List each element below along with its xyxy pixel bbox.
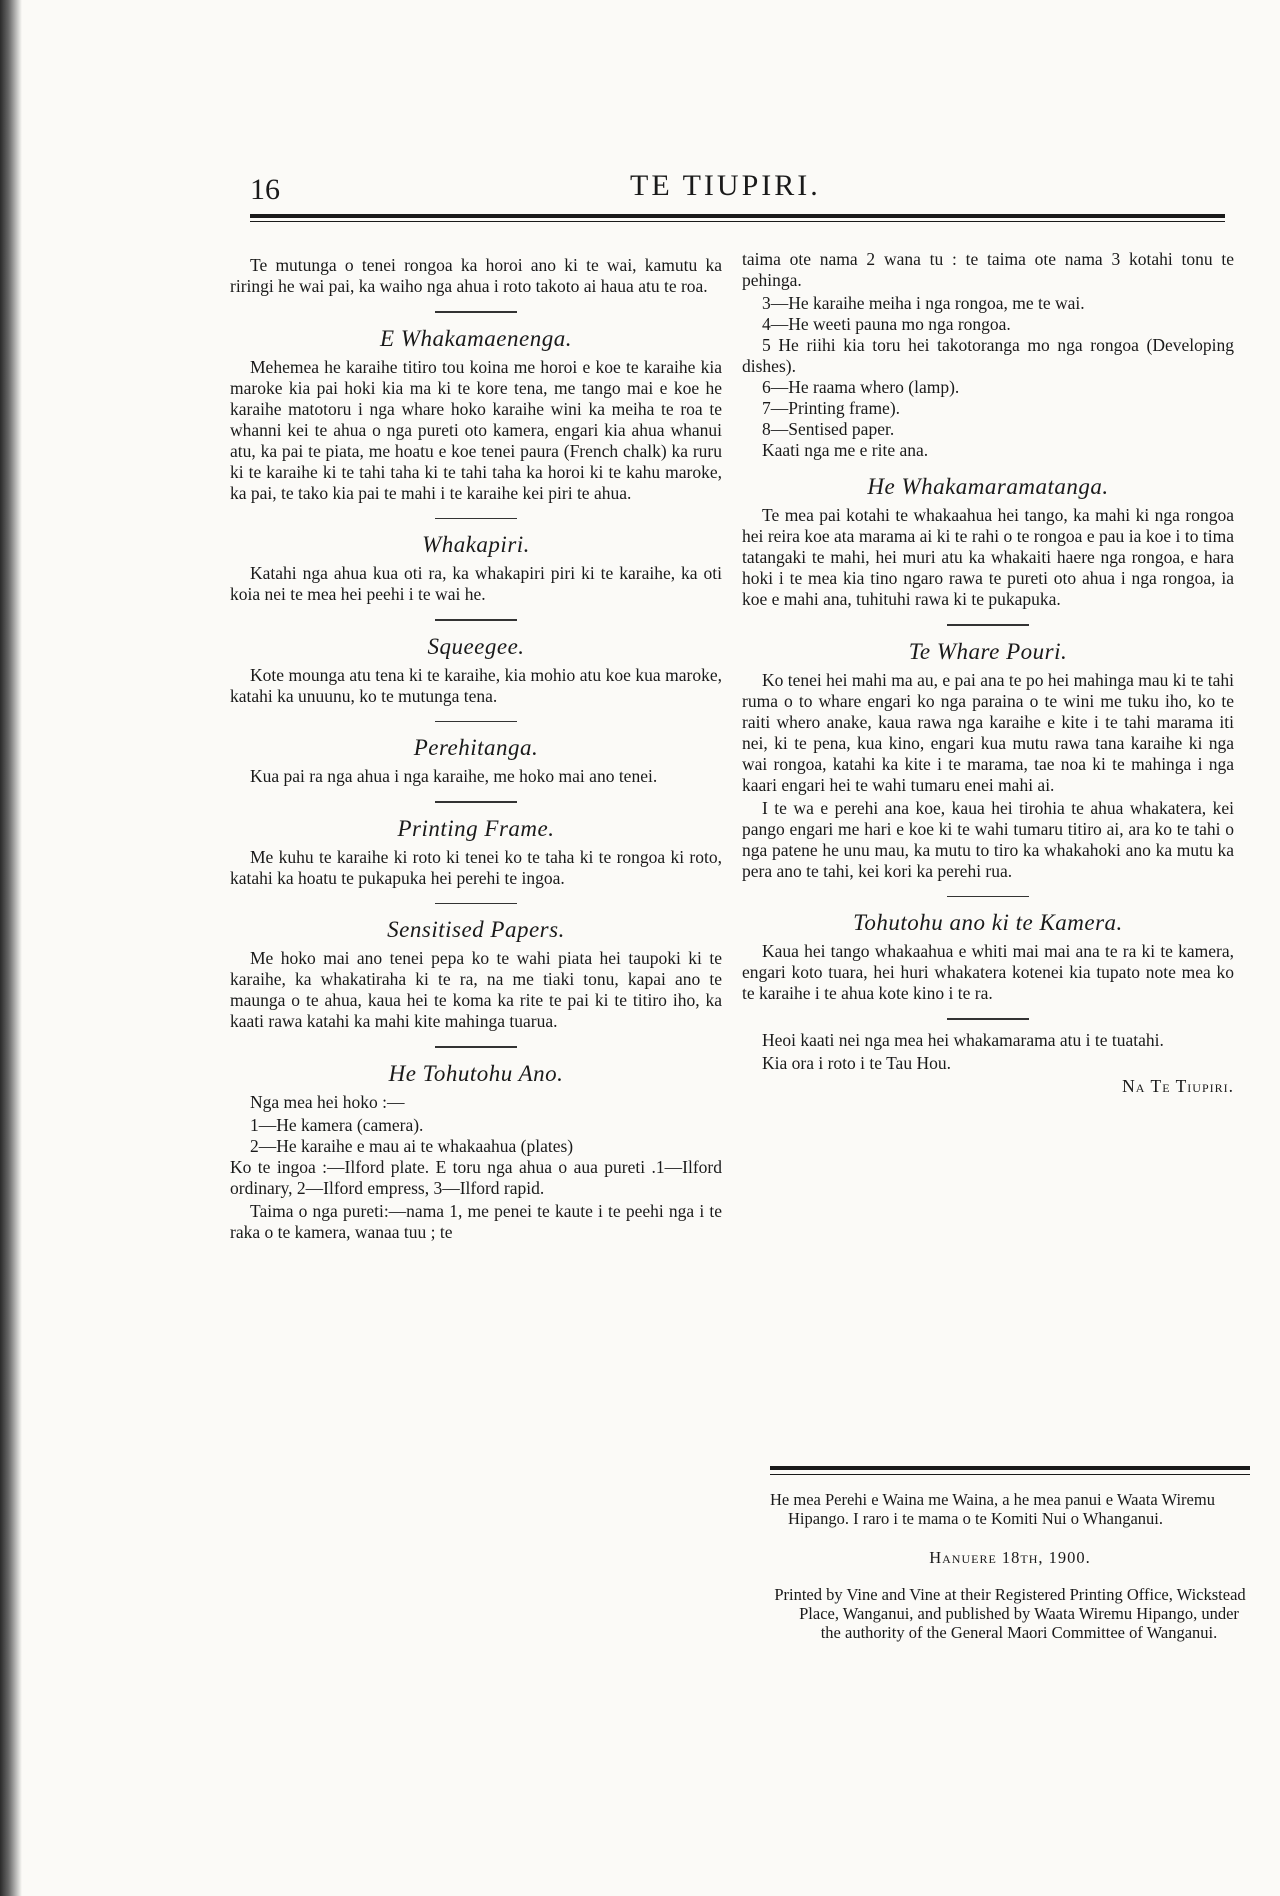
plate-types-paragraph: Ko te ingoa :—Ilford plate. E toru nga ahua o aua pureti .1—Ilford ordinary, 2—Ilford empress, 3—Ilford rapid. xyxy=(230,1156,722,1198)
section-body-whakapiri: Katahi nga ahua kua oti ra, ka whakapiri piri ki te karaihe, ka oti koia nei te mea hei peehi i te wai he. xyxy=(230,563,722,604)
section-title-printing-frame: Printing Frame. xyxy=(397,815,555,841)
imprint-block xyxy=(770,1490,1250,1642)
header-rule-thick xyxy=(250,214,1225,218)
list-closing: Kaati nga me e rite ana. xyxy=(762,440,929,460)
section-title-squeegee: Squeegee. xyxy=(427,633,525,659)
new-year-greeting: Kia ora i roto i te Tau Hou. xyxy=(762,1052,951,1073)
section-divider xyxy=(435,518,517,520)
list-item: 1—He kamera (camera). xyxy=(250,1114,424,1135)
section-body-whare-pouri-2: I te wa e perehi ana koe, kaua hei tirohia te ahua whakatera, kei pango engari me hari e koe ki te wahi tumaru titiro ai, ara ko te tahi o nga patene he unu mau, ka mutu to tiro ka whakahoki ano ka mutu ka pera ano te tahi, kei kori ka perehi rua. xyxy=(742,797,1234,881)
section-divider xyxy=(947,896,1029,898)
printer-imprint: Printed by Vine and Vine at their Registered Printing Office, Wickstead Place, Wanganui, and published by Waata Wiremu Hipango, under the authority of the General Maori Committee of Wanganui. xyxy=(774,1585,1246,1642)
continued-paragraph: taima ote nama 2 wana tu : te taima ote nama 3 kotahi tonu te pehinga. xyxy=(742,249,1234,290)
issue-date: Hanuere 18th, 1900. xyxy=(929,1548,1091,1567)
section-body-whakamaenenga: Mehemea he karaihe titiro tou koina me horoi e koe te karaihe kia maroke kia pai hoki kia ma ki te kore tena, me tango mai e koe he karaihe matotoru i nga whare hoko karaihe wini ka meiha te roa te whanni kei te ahua o nga pureti oto kamera, engari kia ahua whanui atu, ka pai te piata, me hoatu e koe tenei paura (French chalk) ka ruru ki te karaihe ki te tahi taha ki te tahi taha ka horoi ki te kahu maroke, ka pai, te tako kia pai te mahi i te karaihe kei piri te ahua. xyxy=(230,356,722,503)
section-divider xyxy=(435,311,517,313)
section-body-sensitised-papers: Me hoko mai ano tenei pepa ko te wahi piata hei taupoki ki te karaihe, ka whakatiraha ki te ra, na me tiaki tonu, kapai ano te maunga o te ahua, kaua hei te koma ka rite te pai ki te titiro iho, ka kaati rawa katahi ka mahi kite mahinga tuarua. xyxy=(230,948,722,1031)
section-divider xyxy=(435,721,517,723)
section-divider xyxy=(947,1018,1029,1020)
footer-rule-thick xyxy=(770,1466,1250,1470)
scan-edge-shadow xyxy=(0,0,22,1896)
closing-paragraph: Heoi kaati nei nga mea hei whakamarama atu i te tuatahi. xyxy=(762,1029,1164,1050)
list-item: 5 He riihi kia toru hei takotoranga mo nga rongoa (Developing dishes). xyxy=(742,335,1234,376)
page-header xyxy=(250,165,1225,205)
right-column xyxy=(742,249,1234,1099)
newspaper-title: TE TIUPIRI. xyxy=(630,169,821,202)
section-divider xyxy=(435,903,517,905)
section-divider xyxy=(947,624,1029,626)
section-divider xyxy=(435,619,517,621)
list-lead: Nga mea hei hoko :— xyxy=(250,1091,405,1112)
publisher-notice: He mea Perehi e Waina me Waina, a he mea panui e Waata Wiremu Hipango. I raro i te mama o te Komiti Nui o Whanganui. xyxy=(770,1490,1215,1528)
list-item: 4—He weeti pauna mo nga rongoa. xyxy=(762,314,1011,334)
section-body-perehitanga: Kua pai ra nga ahua i nga karaihe, me hoko mai ano tenei. xyxy=(250,766,658,786)
section-body-kamera: Kaua hei tango whakaahua e whiti mai mai ana te ra ki te kamera, engari koto tuara, hei huri whakatera kotenei kia tupato note mea ko te karaihe i te ahua kote kino i te ra. xyxy=(742,941,1234,1003)
section-title-whare-pouri: Te Whare Pouri. xyxy=(908,638,1068,664)
list-item: 8—Sentised paper. xyxy=(762,419,895,439)
section-body-squeegee: Kote mounga atu tena ki te karaihe, kia mohio atu koe kua maroke, katahi ka unuunu, ko te mutunga tena. xyxy=(230,664,722,706)
plate-timing-paragraph: Taima o nga pureti:—nama 1, me penei te kaute i te peehi nga i te raka o te kamera, wanaa tuu ; te xyxy=(230,1200,722,1242)
list-item: 2—He karaihe e mau ai te whakaahua (plates) xyxy=(250,1135,574,1156)
section-title-whakamaenenga: E Whakamaenenga. xyxy=(380,325,572,351)
signature: Na Te Tiupiri. xyxy=(1122,1075,1234,1096)
section-body-whakamaramatanga: Te mea pai kotahi te whakaahua hei tango, ka mahi ki nga rongoa hei reira koe ata marama ai ki te rahi o te rongoa e pau ia koe i to tima tatangaki te mahi, hei muri atu ka whakaiti haere nga rongoa, e hara hoki i te mea kia tino ngaro rawa te pureti oto ahua i nga rongoa, ia koe e mahi ana, tuhituhi rawa ki te pukapuka. xyxy=(742,505,1234,609)
section-title-perehitanga: Perehitanga. xyxy=(413,735,539,760)
section-title-kamera: Tohutohu ano ki te Kamera. xyxy=(853,910,1123,935)
section-title-whakamaramatanga: He Whakamaramatanga. xyxy=(867,474,1109,499)
header-rule-thin xyxy=(250,221,1225,222)
list-item: 7—Printing frame). xyxy=(762,398,901,418)
list-item: 6—He raama whero (lamp). xyxy=(762,377,960,397)
section-title-sensitised-papers: Sensitised Papers. xyxy=(387,917,565,942)
section-divider xyxy=(435,1046,517,1048)
footer-rule-thin xyxy=(770,1474,1250,1475)
left-column xyxy=(230,255,722,1245)
section-title-tohutohu-ano: He Tohutohu Ano. xyxy=(388,1060,564,1086)
section-title-whakapiri: Whakapiri. xyxy=(422,532,530,557)
section-divider xyxy=(435,801,517,803)
section-body-whare-pouri-1: Ko tenei hei mahi ma au, e pai ana te po hei mahinga mau ki te tahi ruma o to whare engari ko nga paraina o te wini me tuku iho, ko te raiti whero anake, kaua rawa nga karaihe e kite i te tahi marama iti nei, ki te pena, kua kino, engari kua mutu rawa tana karaihe ki nga wai rongoa, katahi ka kite i te marama, tae noa ki te mahinga i nga kaari engari hei te wahi tumaru enei mahi ai. xyxy=(742,669,1234,795)
intro-paragraph: Te mutunga o tenei rongoa ka horoi ano ki te wai, kamutu ka riringi he wai pai, ka waiho nga ahua i roto takoto ai haua atu te roa. xyxy=(230,255,722,296)
section-body-printing-frame: Me kuhu te karaihe ki roto ki tenei ko te taha ki te rongoa ki roto, katahi ka hoatu te pukapuka hei perehi te ingoa. xyxy=(230,846,722,888)
page-number: 16 xyxy=(250,173,280,206)
list-item: 3—He karaihe meiha i nga rongoa, me te wai. xyxy=(762,293,1085,313)
